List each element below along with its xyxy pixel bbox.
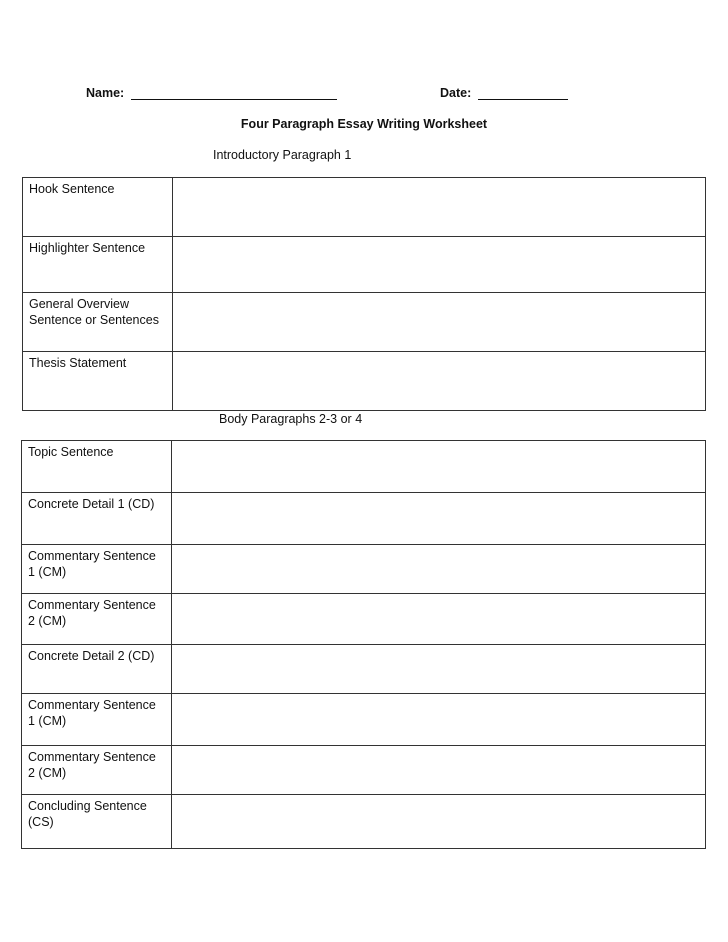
answer-cell[interactable]	[172, 795, 706, 849]
table-row	[22, 594, 706, 645]
answer-cell[interactable]	[172, 594, 706, 645]
answer-cell[interactable]	[173, 178, 706, 237]
answer-cell[interactable]	[173, 352, 706, 411]
table-row	[23, 352, 706, 411]
answer-cell[interactable]	[173, 293, 706, 352]
row-label: Concluding Sentence (CS)	[22, 795, 172, 849]
answer-cell[interactable]	[173, 237, 706, 293]
table-row	[22, 545, 706, 594]
row-label: Highlighter Sentence	[23, 237, 173, 293]
row-label: Concrete Detail 2 (CD)	[22, 645, 172, 694]
answer-cell[interactable]	[172, 645, 706, 694]
table-row	[22, 795, 706, 849]
table-row	[23, 178, 706, 237]
table-row	[23, 237, 706, 293]
row-label: Thesis Statement	[23, 352, 173, 411]
table-row	[22, 694, 706, 746]
row-label: Commentary Sentence 2 (CM)	[22, 594, 172, 645]
row-label: Commentary Sentence 1 (CM)	[22, 694, 172, 746]
name-label: Name:	[86, 86, 125, 100]
body-section-label: Body Paragraphs 2-3 or 4	[219, 412, 363, 426]
row-label: Topic Sentence	[22, 441, 172, 493]
table-row	[22, 493, 706, 545]
row-label: Commentary Sentence 2 (CM)	[22, 746, 172, 795]
answer-cell[interactable]	[172, 694, 706, 746]
body-table	[21, 440, 706, 849]
answer-cell[interactable]	[172, 441, 706, 493]
row-label: Commentary Sentence 1 (CM)	[22, 545, 172, 594]
table-row	[22, 441, 706, 493]
row-label: Concrete Detail 1 (CD)	[22, 493, 172, 545]
answer-cell[interactable]	[172, 545, 706, 594]
worksheet-title: Four Paragraph Essay Writing Worksheet	[240, 117, 488, 131]
answer-cell[interactable]	[172, 493, 706, 545]
table-row	[22, 746, 706, 795]
table-row	[23, 293, 706, 352]
name-field-block	[86, 86, 337, 100]
date-input-line[interactable]	[478, 87, 568, 100]
name-input-line[interactable]	[131, 87, 337, 100]
date-field-block	[440, 86, 568, 100]
intro-section-label: Introductory Paragraph 1	[213, 148, 352, 162]
answer-cell[interactable]	[172, 746, 706, 795]
row-label: General Overview Sentence or Sentences	[23, 293, 173, 352]
date-label: Date:	[440, 86, 472, 100]
intro-table	[22, 177, 706, 411]
table-row	[22, 645, 706, 694]
row-label: Hook Sentence	[23, 178, 173, 237]
